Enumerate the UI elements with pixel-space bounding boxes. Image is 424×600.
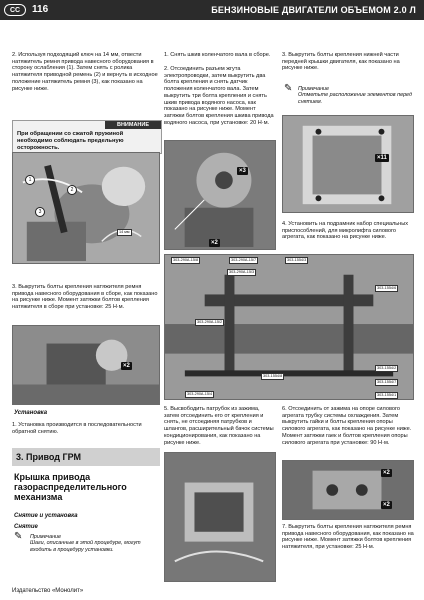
- footer-publisher: Издательство «Монолит»: [12, 588, 84, 594]
- engine-photo-5: [165, 453, 275, 581]
- sensor-bolts-badge: ×2: [211, 240, 218, 246]
- engine-photo-6: [283, 461, 413, 519]
- figure-tensioner-release: [12, 152, 160, 264]
- figure-crank-sensor: [164, 140, 276, 250]
- note-label: Примечание: [30, 534, 62, 540]
- removal-subtitle: Снятие: [14, 524, 38, 530]
- figure-special-tools: [164, 254, 414, 400]
- figure-engine-mount: [282, 460, 414, 520]
- install-title: Установка: [14, 410, 48, 416]
- note-box-2: [282, 84, 414, 110]
- tool-callout-5: 303-1554/6: [377, 286, 397, 290]
- page-header: [0, 0, 424, 20]
- tool-callout-6: 303-290A-15/2: [197, 320, 223, 324]
- page-number: 116: [32, 4, 49, 15]
- engine-photo-1: [13, 153, 159, 263]
- col2-step2: 2. Отсоединить разъем жгута электропроводки, затем выкрутить два болта крепления и снять датчик положения коленчатого вала. Затем выкрутить три болта крепления и снять шкив привода водяного насоса, как показано на рисунке ниже. Момент затяжки болтов крепления шкива привода водяного насоса, при установке: 20 Н·м.: [164, 66, 274, 126]
- note-pencil-icon: ✎: [14, 531, 23, 542]
- warning-text: При обращении со сжатой пружиной необходимо соблюдать предельную осторожность.: [17, 131, 124, 151]
- col3-step4: 4. Установить на подрамник набор специальных приспособлений, для микролифта силового агрегата, как показано на рисунке ниже.: [282, 221, 409, 241]
- figure-tensioner-bolts: [12, 325, 160, 405]
- section-heading: 3. Привод ГРМ: [12, 448, 160, 466]
- chapter-title: БЕНЗИНОВЫЕ ДВИГАТЕЛИ ОБЪЕМОМ 2.0 Л: [211, 5, 416, 15]
- tool-callout-10: 303-1554/7: [377, 380, 397, 384]
- callout-1: 1: [25, 175, 35, 185]
- tool-callout-11: 303-1554/1: [377, 393, 397, 397]
- mount-nuts-badge: ×2: [383, 470, 390, 476]
- figure-ac-reservoir: [164, 452, 276, 582]
- col2-step5: 5. Высвободить патрубок из зажима, затем отсоединить его от крепления и снять, не отсоединяя патрубков и шлангов, расширительный бачок системы кондиционирования, как показано на рисунке ниже.: [164, 406, 274, 446]
- note-box-1: [12, 532, 160, 562]
- callout-3: 3: [35, 207, 45, 217]
- cover-bolts-badge: ×11: [377, 155, 387, 161]
- wrench-size-callout: 14 мм: [119, 230, 130, 234]
- tool-callout-9: 303-290A-15/4: [187, 392, 213, 396]
- warning-box: [12, 120, 162, 154]
- tool-callout-4: 303-1554/3: [287, 258, 307, 262]
- pulley-bolts-badge: ×3: [239, 168, 246, 174]
- engine-photo-4: [283, 116, 413, 212]
- figure-front-cover-bolts: [282, 115, 414, 213]
- warning-title: ВНИМАНИЕ: [105, 121, 161, 129]
- col3-step7: 7. Выкрутить болты крепления натяжителя ремня привода навесного оборудования, как показано на рисунке ниже. Момент затяжки болтов крепления натяжителя, при установке: 25 Н·м.: [282, 524, 414, 551]
- mount-bolts-badge: ×2: [383, 502, 390, 508]
- engine-photo-3: [165, 141, 275, 249]
- tool-callout-7: 303-1554/8: [263, 374, 283, 378]
- tool-callout-2: 303-290A-15/7: [231, 258, 257, 262]
- note-text: Шаги, описанные в этой процедуре, могут входить в процедуру установки.: [30, 540, 141, 553]
- col3-step6: 6. Отсоединить от зажима на опоре силового агрегата трубку системы охлаждения. Затем выкрутить гайки и болты крепления опоры силового агрегата, как показано на рисунке ниже. Момент затяжки гаек и болтов крепления опоры силового агрегата при установке: 90 Н·м.: [282, 406, 412, 446]
- col2-step1: 1. Снять шкив коленчатого вала в сборе.: [164, 52, 271, 58]
- col1-step2: 2. Используя подходящий ключ на 14 мм, отвести натяжитель ремня привода навесного оборудования в сторону ослабления (1). Затем снять с ролика натяжителя приводной ремень (2) и вернуть в исходное положение натяжитель ремня (3), как показано на рисунке ниже.: [12, 52, 158, 92]
- engine-photo-2: [13, 326, 159, 404]
- tool-callout-8: 303-1554/2: [377, 366, 397, 370]
- removal-title: Снятие и установка: [14, 513, 78, 519]
- bolt-count-badge: ×2: [123, 363, 130, 369]
- col1-step3: 3. Выкрутить болты крепления натяжителя ремня привода навесного оборудования в сборе, как показано на рисунке ниже. Момент затяжки болтов крепления натяжителя в сборе при установке: 25 Н·м.: [12, 284, 158, 311]
- tool-callout-1: 303-290A-15/8: [173, 258, 199, 262]
- col3-step3: 3. Выкрутить болты крепления нижней части передней крышки двигателя, как показано на рисунке ниже.: [282, 52, 400, 72]
- note-label-2: Примечание: [298, 86, 330, 92]
- install-text: 1. Установка производится в последовательности обратной снятию.: [12, 422, 142, 435]
- callout-2: 2: [67, 185, 77, 195]
- subframe-tools-photo: [165, 255, 413, 399]
- note-text-2: Отметьте расположение элементов перед снятием.: [298, 92, 412, 105]
- tool-callout-3: 303-290A-15/3: [229, 270, 255, 274]
- note-pencil-icon-2: ✎: [284, 83, 293, 94]
- publisher-logo: СС: [4, 4, 26, 16]
- subsection-title: Крышка привода газораспределительного механизма: [14, 472, 127, 502]
